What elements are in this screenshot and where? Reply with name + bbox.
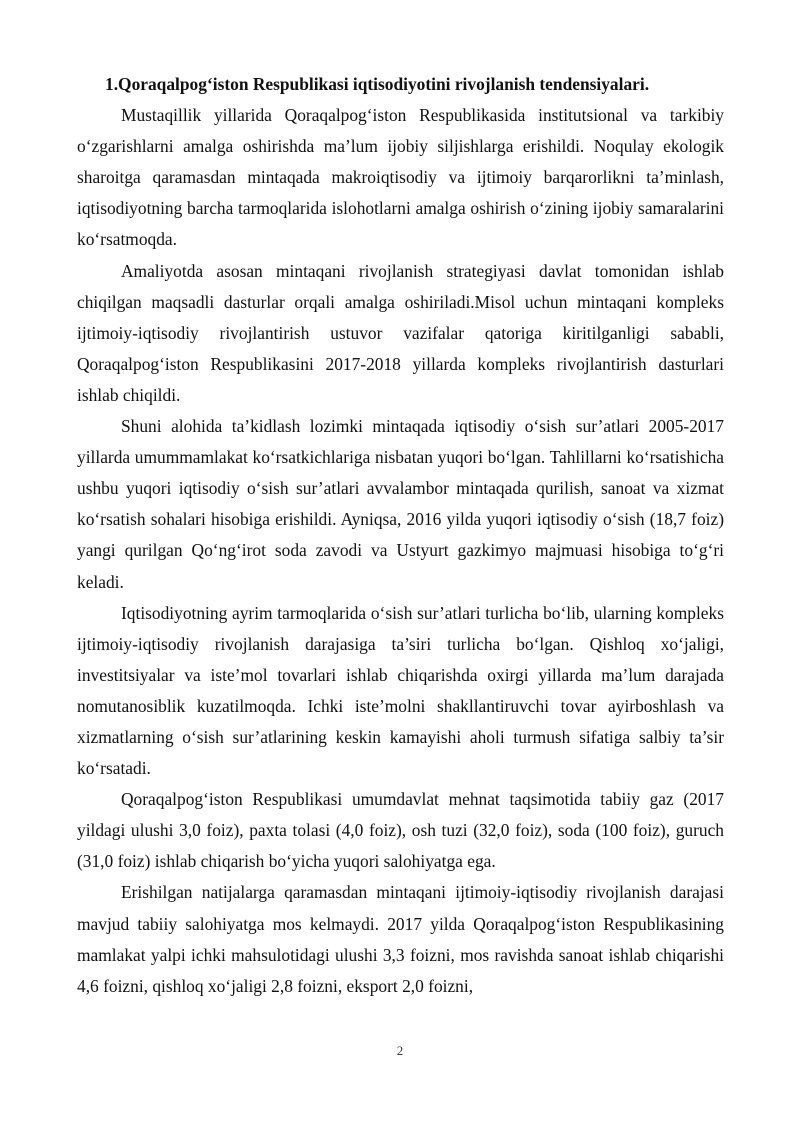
page-number: 2 bbox=[396, 1043, 404, 1058]
paragraph-3: Shuni alohida ta’kidlash lozimki mintaqada iqtisodiy o‘sish sur’atlari 2005-2017 yillarda umummamlakat ko‘rsatkichlariga nisbatan yuqori bo‘lgan. Tahlillarni ko‘rsatishicha ushbu yuqori iqtisodiy o‘sish sur’atlari avvalambor mintaqada qurilish, sanoat va xizmat ko‘rsatish sohalari hisobiga erishildi. Ayniqsa, 2016 yilda yuqori iqtisodiy o‘sish (18,7 foiz) yangi qurilgan Qo‘ng‘irot soda zavodi va Ustyurt gazkimyo majmuasi hisobiga to‘g‘ri keladi. bbox=[77, 416, 724, 592]
paragraph-1: Mustaqillik yillarida Qoraqalpog‘iston Respublikasida institutsional va tarkibiy o‘zgarishlarni amalga oshirishda ma’lum ijobiy siljishlarga erishildi. Noqulay ekologik sharoitga qaramasdan mintaqada makroiqtisodiy va ijtimoiy barqarorlikni ta’minlash, iqtisodiyotning barcha tarmoqlarida islohotlarni amalga oshirish o‘zining ijobiy samaralarini ko‘rsatmoqda. bbox=[77, 105, 724, 250]
paragraph-4: Iqtisodiyotning ayrim tarmoqlarida o‘sish sur’atlari turlicha bo‘lib, ularning kompleks ijtimoiy-iqtisodiy rivojlanish darajasiga ta’siri turlicha bo‘lgan. Qishloq xo‘jaligi, investitsiyalar va iste’mol tovarlari ishlab chiqarishda oxirgi yillarda ma’lum darajada nomutanosiblik kuzatilmoqda. Ichki iste’molni shakllantiruvchi tovar ayirboshlash va xizmatlarning o‘sish sur’atlarining keskin kamayishi aholi turmush sifatiga salbiy ta’sir ko‘rsatadi. bbox=[77, 602, 724, 779]
section-heading: 1.Qoraqalpog‘iston Respublikasi iqtisodiyotini rivojlanish tendensiyalari. bbox=[105, 74, 650, 94]
paragraph-5: Qoraqalpog‘iston Respublikasi umumdavlat mehnat taqsimotida tabiiy gaz (2017 yildagi ulushi 3,0 foiz), paxta tolasi (4,0 foiz), osh tuzi (32,0 foiz), soda (100 foiz), guruch (31,0 foiz) ishlab chiqarish bo‘yicha yuqori salohiyatga ega. bbox=[77, 789, 724, 872]
paragraph-6: Erishilgan natijalarga qaramasdan mintaqani ijtimoiy-iqtisodiy rivojlanish darajasi mavjud tabiiy salohiyatga mos kelmaydi. 2017 yilda Qoraqalpog‘iston Respublikasining mamlakat yalpi ichki mahsulotidagi ulushi 3,3 foizni, mos ravishda sanoat ishlab chiqarishi 4,6 foizni, qishloq xo‘jaligi 2,8 foizni, eksport 2,0 foizni, bbox=[77, 882, 724, 996]
document-body bbox=[77, 69, 724, 1002]
paragraph-2: Amaliyotda asosan mintaqani rivojlanish strategiyasi davlat tomonidan ishlab chiqilgan maqsadli dasturlar orqali amalga oshiriladi.Misol uchun mintaqani kompleks ijtimoiy-iqtisodiy rivojlantirish ustuvor vazifalar qatoriga kiritilganligi sababli, Qoraqalpog‘iston Respublikasini 2017-2018 yillarda kompleks rivojlantirish dasturlari ishlab chiqildi. bbox=[77, 260, 724, 405]
